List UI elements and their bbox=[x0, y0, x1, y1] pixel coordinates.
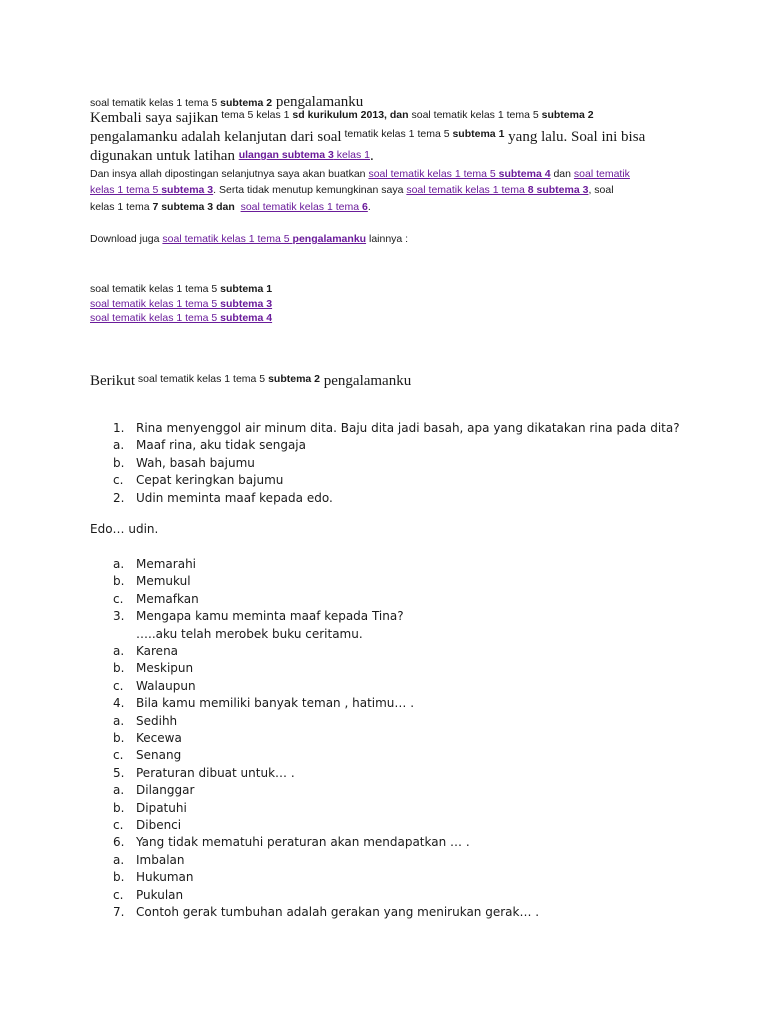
list-text: Karena bbox=[136, 644, 179, 658]
list-item-subtema-3 bbox=[90, 298, 272, 310]
download-line bbox=[90, 233, 408, 245]
link-tema-6[interactable] bbox=[241, 201, 368, 213]
link-text: soal tematik kelas 1 tema bbox=[240, 201, 362, 213]
link-text: soal tematik bbox=[573, 168, 630, 180]
link-list-text: soal tematik kelas 1 tema 5 bbox=[90, 283, 221, 295]
link-text: soal tematik kelas 1 tema bbox=[406, 184, 528, 196]
list-marker: b. bbox=[113, 574, 125, 589]
list-marker: a. bbox=[113, 783, 125, 798]
link-subtema-4[interactable] bbox=[368, 168, 550, 180]
list-marker: 3. bbox=[113, 609, 125, 624]
para2-line-2 bbox=[90, 184, 614, 196]
list-text: Rina menyenggol air minum dita. Baju dita jadi basah, apa yang dikatakan rina pada dita? bbox=[136, 421, 680, 435]
link-bold: 8 subtema 3 bbox=[527, 184, 589, 196]
para2-text: dan bbox=[550, 168, 574, 180]
intro-text: pengalamanku bbox=[272, 94, 364, 110]
edo-line: Edo… udin. bbox=[90, 522, 159, 536]
link-list-bold: subtema 1 bbox=[220, 283, 273, 295]
list-marker: a. bbox=[113, 713, 125, 728]
list-text: Memarahi bbox=[136, 557, 197, 571]
berikut-text: Berikut bbox=[90, 373, 135, 389]
list-text: Peraturan dibuat untuk… . bbox=[136, 765, 295, 780]
list-marker: c. bbox=[113, 818, 124, 832]
link-bold: subtema 4 bbox=[220, 312, 273, 324]
link-subtema-3-part2[interactable] bbox=[90, 184, 213, 196]
link-pengalamanku[interactable] bbox=[162, 233, 366, 245]
list-marker: b. bbox=[113, 455, 125, 470]
list-marker: c. bbox=[113, 678, 124, 693]
list-item-subtema-1 bbox=[90, 283, 272, 295]
intro-text: . bbox=[370, 148, 374, 164]
list-text: Pukulan bbox=[136, 887, 184, 902]
list-text: Wah, basah bajumu bbox=[136, 455, 255, 470]
link-text: soal tematik kelas 1 tema 5 bbox=[368, 168, 499, 180]
link-bold: pengalamanku bbox=[292, 233, 367, 245]
intro-line-4 bbox=[90, 147, 374, 165]
list-text: Yang tidak mematuhi peraturan akan mendapatkan … . bbox=[136, 835, 470, 850]
intro-text: digunakan untuk latihan bbox=[90, 148, 239, 164]
berikut-line bbox=[90, 372, 411, 390]
intro-line-2 bbox=[90, 109, 594, 127]
berikut-text: pengalamanku bbox=[320, 373, 412, 389]
list-marker: c. bbox=[113, 591, 124, 606]
list-text: Dipatuhi bbox=[136, 800, 187, 815]
link-text: soal tematik kelas 1 tema 5 bbox=[90, 298, 221, 310]
intro-text: soal tematik kelas 1 tema 5 bbox=[90, 97, 221, 109]
link-tema-8-subtema-3[interactable] bbox=[406, 184, 588, 196]
list-text: Imbalan bbox=[136, 852, 185, 867]
link-text: soal tematik kelas 1 tema 5 bbox=[162, 233, 293, 245]
para2-text: . bbox=[367, 201, 371, 213]
list-marker: a. bbox=[113, 852, 125, 867]
list-text: Kecewa bbox=[136, 731, 182, 745]
list-text: Mengapa kamu meminta maaf kepada Tina? bbox=[136, 609, 404, 624]
list-marker: 7. bbox=[113, 905, 125, 919]
link-bold: subtema 3 bbox=[161, 184, 214, 196]
para2-text: . Serta tidak menutup kemungkinan saya bbox=[213, 184, 407, 196]
intro-text: yang lalu. Soal ini bisa bbox=[504, 129, 646, 145]
list-text: Meskipun bbox=[136, 661, 194, 676]
list-text: Maaf rina, aku tidak sengaja bbox=[136, 438, 306, 453]
para2-text: kelas 1 tema bbox=[90, 201, 153, 213]
intro-text: Kembali saya sajikan bbox=[90, 110, 219, 126]
list-text: Dilanggar bbox=[136, 783, 195, 798]
list-marker: c. bbox=[113, 887, 124, 902]
download-text: lainnya : bbox=[366, 233, 409, 245]
link-text: kelas 1 tema 5 bbox=[90, 184, 162, 196]
link-ulangan-subtema-3[interactable] bbox=[239, 149, 370, 161]
list-marker: a. bbox=[113, 438, 125, 453]
para2-bold: 7 subtema 3 dan bbox=[152, 201, 235, 213]
list-marker: a. bbox=[113, 557, 125, 571]
list-marker: b. bbox=[113, 870, 125, 885]
list-text: Udin meminta maaf kepada edo. bbox=[136, 490, 333, 505]
link-subtema-3-part1[interactable] bbox=[574, 168, 630, 180]
list-text: Cepat keringkan bajumu bbox=[136, 473, 284, 488]
list-text: Hukuman bbox=[136, 870, 194, 885]
list-text: Walaupun bbox=[136, 678, 196, 693]
list-text: Dibenci bbox=[136, 818, 182, 832]
link-bold: ulangan subtema 3 bbox=[238, 149, 334, 161]
intro-bold: sd kurikulum 2013, dan bbox=[292, 109, 409, 121]
intro-text: tema 5 kelas 1 bbox=[218, 109, 293, 121]
list-marker: a. bbox=[113, 644, 125, 658]
intro-bold: subtema 1 bbox=[452, 128, 505, 140]
link-bold: 6 bbox=[361, 201, 368, 213]
link-bold: subtema 4 bbox=[498, 168, 551, 180]
link-list-subtema-4[interactable] bbox=[90, 312, 272, 324]
list-text: Memukul bbox=[136, 574, 191, 589]
list-marker: c. bbox=[113, 748, 124, 763]
list-text: …..aku telah merobek buku ceritamu. bbox=[136, 626, 363, 641]
link-bold: subtema 3 bbox=[220, 298, 273, 310]
intro-text: tematik kelas 1 tema 5 bbox=[341, 128, 453, 140]
list-marker: 1. bbox=[113, 421, 125, 435]
berikut-bold: subtema 2 bbox=[268, 373, 320, 385]
list-text: Bila kamu memiliki banyak teman , hatimu… . bbox=[136, 696, 415, 711]
list-text: Memafkan bbox=[136, 591, 199, 606]
link-text: soal tematik kelas 1 tema 5 bbox=[90, 312, 221, 324]
para2-text: , soal bbox=[588, 184, 614, 196]
list-marker: b. bbox=[113, 661, 125, 676]
list-marker: 2. bbox=[113, 490, 125, 505]
intro-text: pengalamanku adalah kelanjutan dari soal bbox=[90, 129, 342, 145]
list-marker: 6. bbox=[113, 835, 125, 850]
intro-line-3 bbox=[90, 128, 645, 146]
list-marker: b. bbox=[113, 731, 125, 745]
list-text: Senang bbox=[136, 748, 182, 763]
berikut-text: soal tematik kelas 1 tema 5 bbox=[135, 373, 269, 385]
list-marker: b. bbox=[113, 800, 125, 815]
link-text: kelas 1 bbox=[333, 149, 371, 161]
list-marker: c. bbox=[113, 473, 124, 488]
list-text: Contoh gerak tumbuhan adalah gerakan yang menirukan gerak… . bbox=[136, 905, 540, 919]
list-text: Sedihh bbox=[136, 713, 178, 728]
para2-line-1 bbox=[90, 168, 630, 180]
intro-bold: subtema 2 bbox=[220, 97, 273, 109]
list-marker: 5. bbox=[113, 765, 125, 780]
download-text: Download juga bbox=[90, 233, 163, 245]
para2-line-3 bbox=[90, 201, 371, 213]
list-item-subtema-4 bbox=[90, 312, 272, 324]
list-marker: 4. bbox=[113, 696, 125, 711]
intro-bold: subtema 2 bbox=[541, 109, 594, 121]
intro-text: soal tematik kelas 1 tema 5 bbox=[408, 109, 542, 121]
para2-text: Dan insya allah dipostingan selanjutnya saya akan buatkan bbox=[90, 168, 369, 180]
link-list-subtema-3[interactable] bbox=[90, 298, 272, 310]
